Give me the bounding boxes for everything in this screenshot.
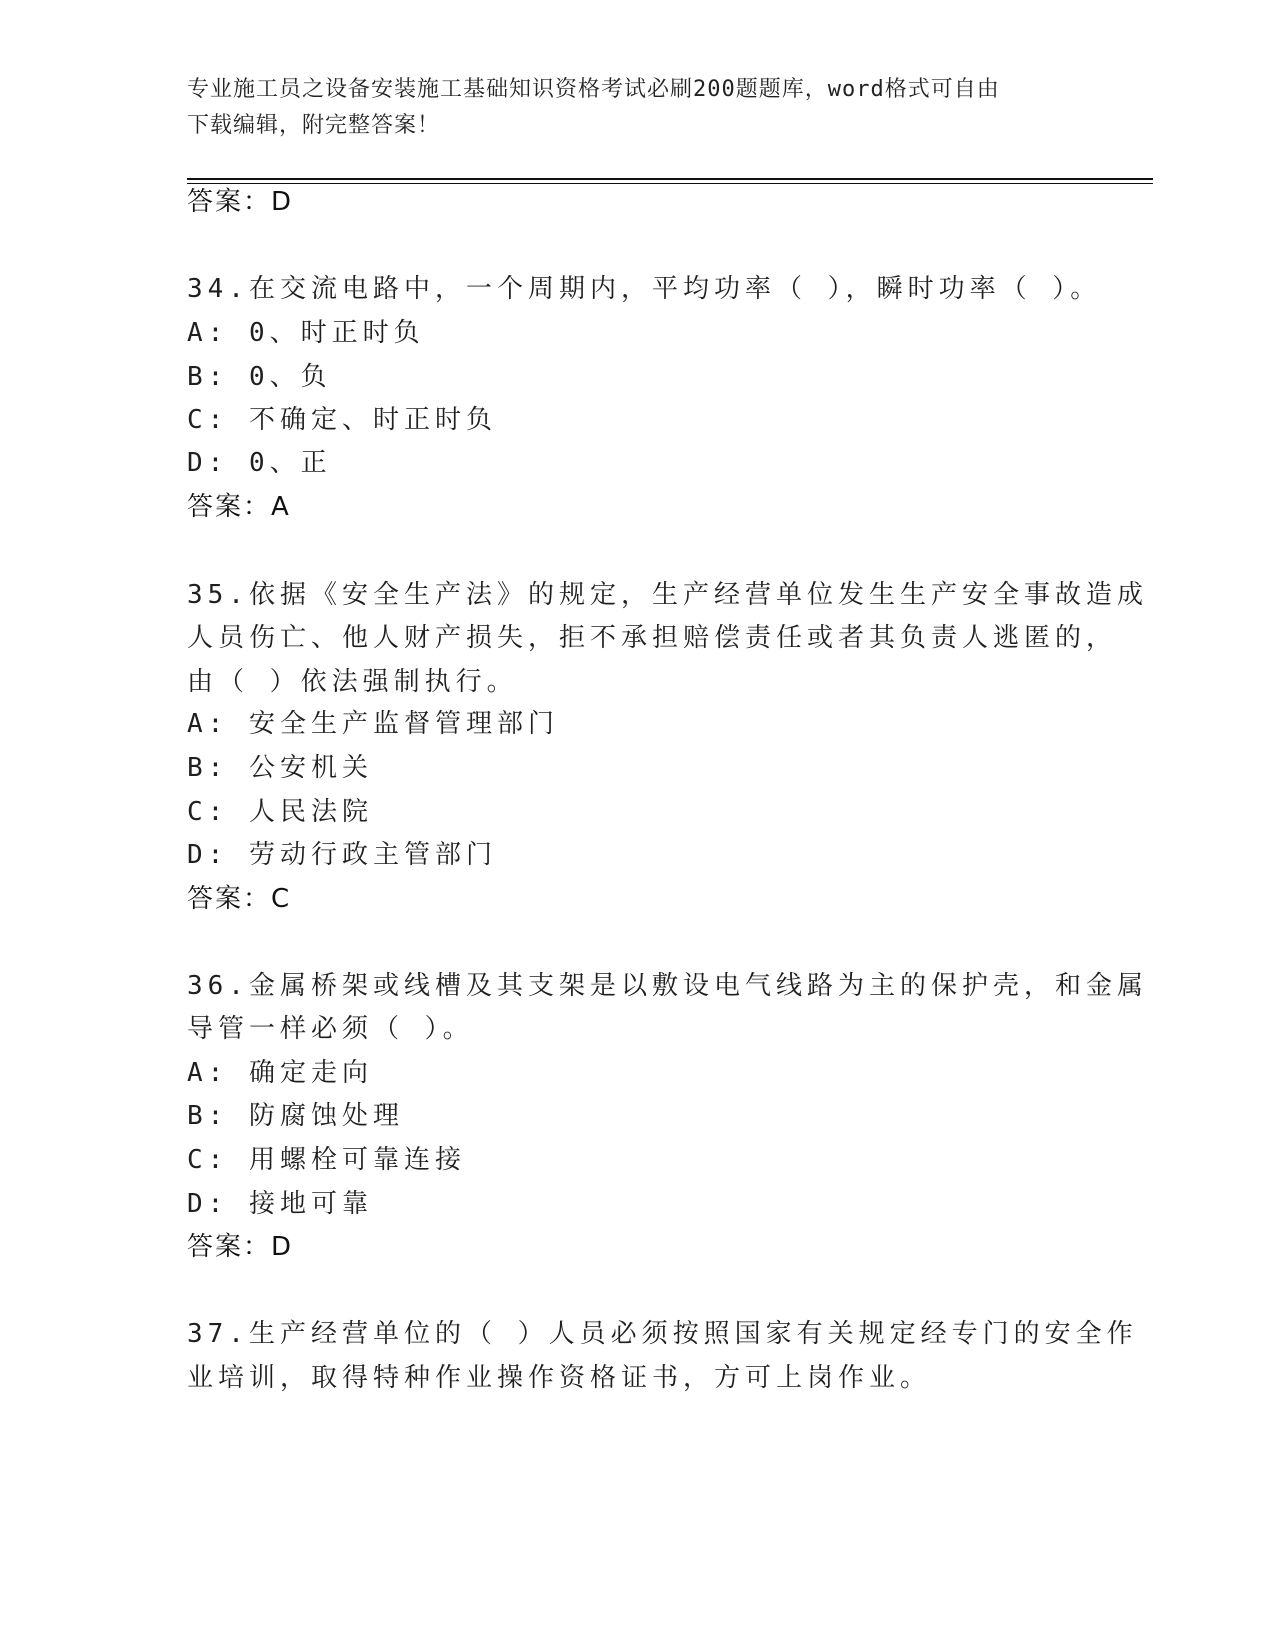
- header-line-2: 下载编辑，附完整答案！: [187, 113, 441, 138]
- question-36-option-d: D: 接地可靠: [187, 1189, 373, 1219]
- question-36-option-b: B: 防腐蚀处理: [187, 1101, 404, 1131]
- question-36-option-a: A: 确定走向: [187, 1058, 373, 1088]
- question-36-option-c: C: 用螺栓可靠连接: [187, 1145, 466, 1175]
- document-header: [187, 72, 1087, 144]
- question-34-text: 34.在交流电路中，一个周期内，平均功率（ ），瞬时功率（ ）。: [187, 274, 1102, 304]
- answer-prev: 答案：D: [187, 187, 294, 217]
- question-36-text-line-1: 36.金属桥架或线槽及其支架是以敷设电气线路为主的保护壳，和金属: [187, 971, 1148, 1001]
- question-34-option-c: C: 不确定、时正时负: [187, 405, 497, 435]
- question-35-option-b: B: 公安机关: [187, 753, 373, 783]
- question-35-text-line-3: 由（ ）依法强制执行。: [187, 667, 518, 697]
- header-rule: [187, 178, 1153, 184]
- question-35-option-c: C: 人民法院: [187, 797, 373, 827]
- question-37-text-line-1: 37.生产经营单位的（ ）人员必须按照国家有关规定经专门的安全作: [187, 1319, 1138, 1349]
- question-34-option-b: B: 0、负: [187, 362, 332, 392]
- question-35-option-a: A: 安全生产监督管理部门: [187, 709, 559, 739]
- question-37-text-line-2: 业培训，取得特种作业操作资格证书，方可上岗作业。: [187, 1363, 932, 1393]
- question-34-answer: 答案：A: [187, 492, 291, 522]
- question-35-answer: 答案：C: [187, 884, 292, 914]
- question-36-answer: 答案：D: [187, 1232, 294, 1262]
- question-35-option-d: D: 劳动行政主管部门: [187, 840, 497, 870]
- question-34-option-d: D: 0、正: [187, 448, 332, 478]
- question-34-option-a: A: 0、时正时负: [187, 318, 425, 348]
- question-35-text-line-1: 35.依据《安全生产法》的规定，生产经营单位发生生产安全事故造成: [187, 580, 1148, 610]
- header-line-1: 专业施工员之设备安装施工基础知识资格考试必刷200题题库，word格式可自由: [187, 77, 1000, 102]
- question-36-text-line-2: 导管一样必须（ ）。: [187, 1014, 474, 1044]
- question-35-text-line-2: 人员伤亡、他人财产损失，拒不承担赔偿责任或者其负责人逃匿的，: [187, 623, 1118, 653]
